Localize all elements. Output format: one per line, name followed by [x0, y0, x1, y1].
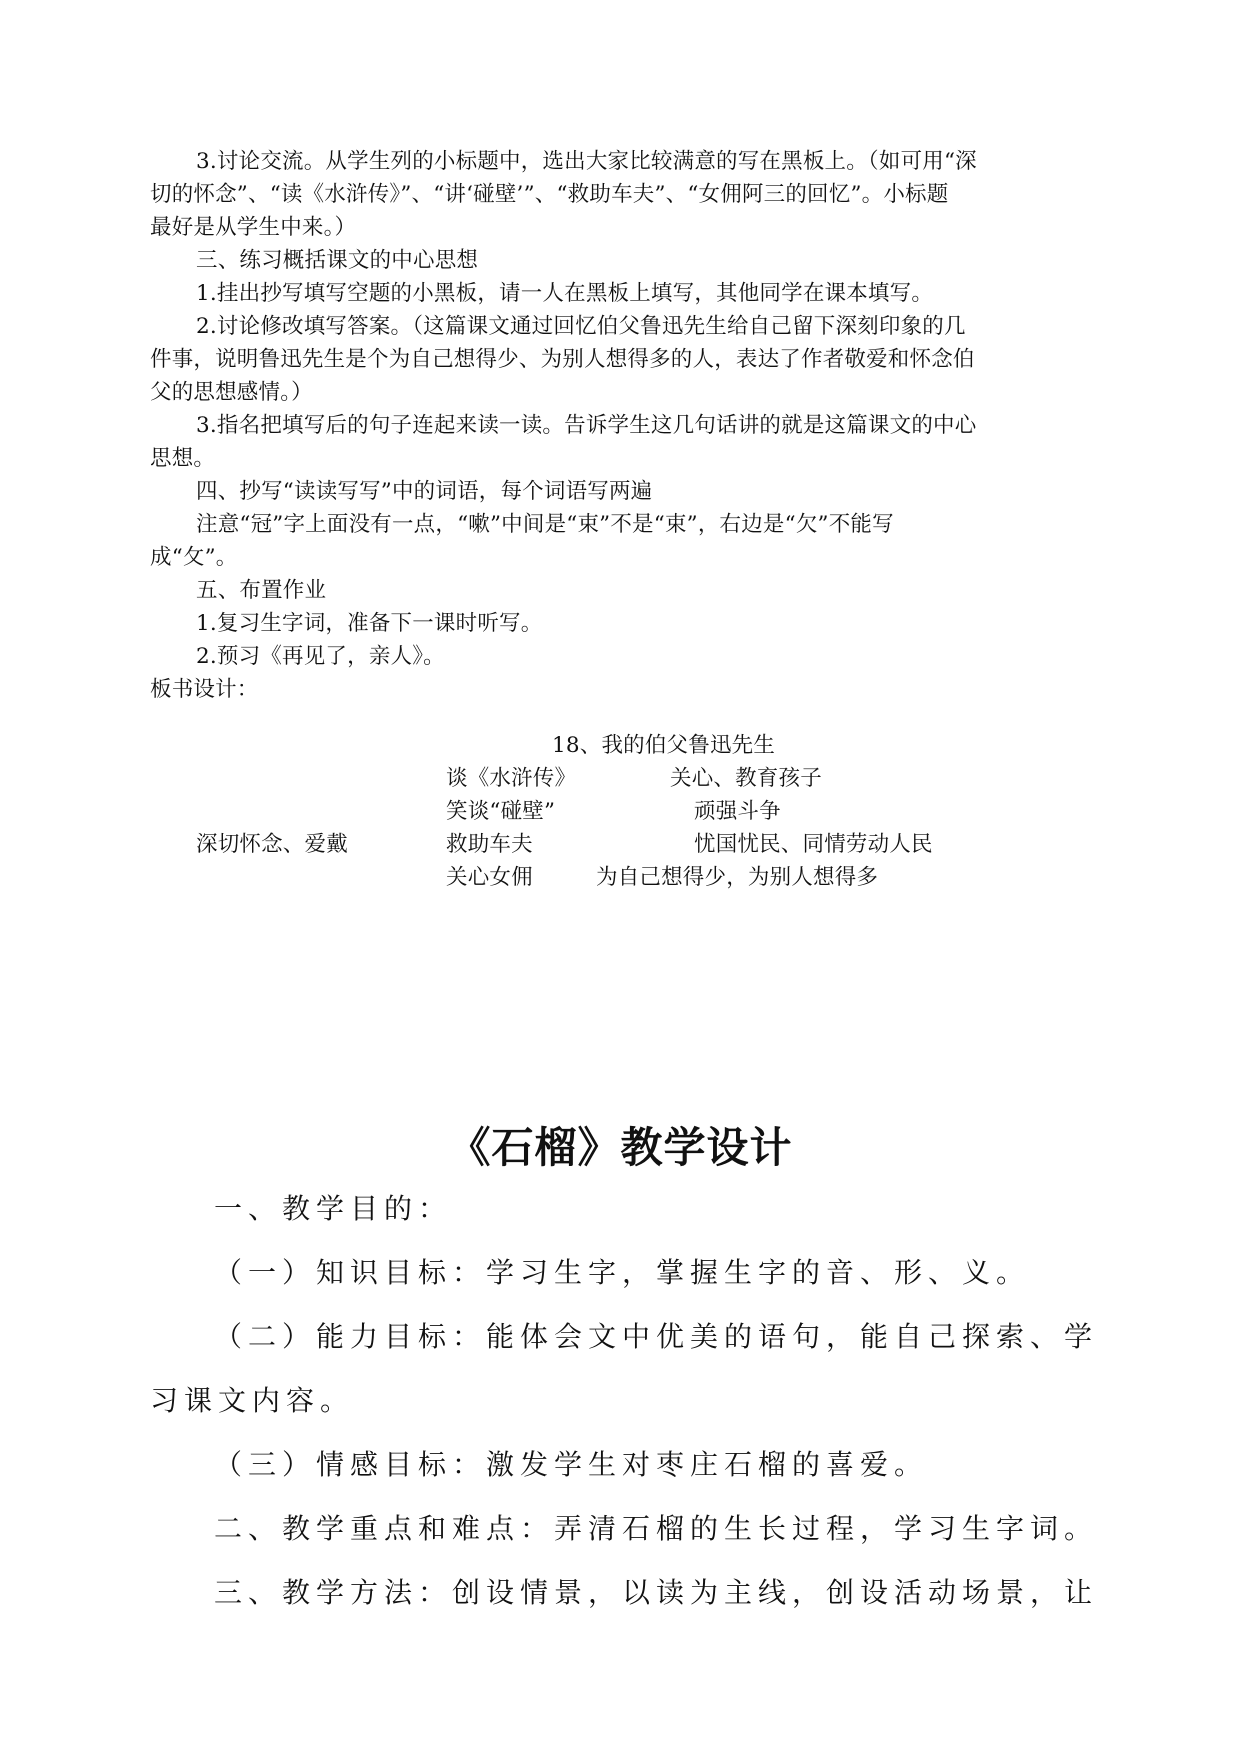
- text-line: 1.挂出抄写填写空题的小黑板，请一人在黑板上填写，其他同学在课本填写。: [196, 281, 934, 306]
- board-quality: 关心、教育孩子: [670, 766, 822, 791]
- board-event: 谈《水浒传》: [446, 766, 577, 791]
- board-event: 关心女佣: [446, 865, 533, 890]
- section-heading: 三、练习概括课文的中心思想: [196, 248, 479, 273]
- text-line: （一）知识目标：学习生字，掌握生字的音、形、义。: [214, 1256, 1031, 1289]
- section-heading: 三、教学方法：创设情景，以读为主线，创设活动场景，让: [214, 1576, 1099, 1609]
- board-quality: 顽强斗争: [694, 799, 781, 824]
- section-heading: 一、教学目的：: [214, 1192, 453, 1225]
- text-line: 1.复习生字词，准备下一课时听写。: [196, 611, 543, 636]
- text-line: （二）能力目标：能体会文中优美的语句，能自己探索、学: [214, 1320, 1099, 1353]
- section-heading: 五、布置作业: [196, 578, 327, 603]
- board-quality: 忧国忧民、同情劳动人民: [694, 832, 933, 857]
- board-quality: 为自己想得少，为别人想得多: [596, 865, 879, 890]
- document-title: 《石榴》教学设计: [448, 1123, 793, 1172]
- text-line: 2.讨论修改填写答案。（这篇课文通过回忆伯父鲁迅先生给自己留下深刻印象的几: [196, 314, 966, 339]
- text-line: 注意“冠”字上面没有一点，“嗽”中间是“束”不是“束”，右边是“欠”不能写: [196, 512, 894, 537]
- text-line: 3.讨论交流。从学生列的小标题中，选出大家比较满意的写在黑板上。（如可用“深: [196, 149, 977, 174]
- text-line: （三）情感目标：激发学生对枣庄石榴的喜爱。: [214, 1448, 929, 1481]
- section-heading: 二、教学重点和难点：弄清石榴的生长过程，学习生字词。: [214, 1512, 1099, 1545]
- text-line: 切的怀念”、“读《水浒传》”、“讲‘碰壁’”、“救助车夫”、“女佣阿三的回忆”。小标题: [150, 182, 949, 207]
- text-line: 2.预习《再见了，亲人》。: [196, 644, 445, 669]
- section-heading: 四、抄写“读读写写”中的词语，每个词语写两遍: [196, 479, 653, 504]
- text-line: 3.指名把填写后的句子连起来读一读。告诉学生这几句话讲的就是这篇课文的中心: [196, 413, 977, 438]
- board-event: 救助车夫: [446, 832, 533, 857]
- text-line: 成“攵”。: [150, 545, 238, 570]
- board-event: 笑谈“碰壁”: [446, 799, 556, 824]
- text-line: 父的思想感情。）: [150, 380, 313, 405]
- text-line: 件事，说明鲁迅先生是个为自己想得少、为别人想得多的人，表达了作者敬爱和怀念伯: [150, 347, 975, 372]
- text-line: 最好是从学生中来。）: [150, 215, 357, 240]
- board-design-label: 板书设计：: [150, 677, 259, 702]
- board-left-label: 深切怀念、爱戴: [196, 832, 348, 857]
- text-line: 习课文内容。: [150, 1384, 355, 1417]
- board-heading: 18、我的伯父鲁迅先生: [552, 733, 776, 758]
- text-line: 思想。: [150, 446, 216, 471]
